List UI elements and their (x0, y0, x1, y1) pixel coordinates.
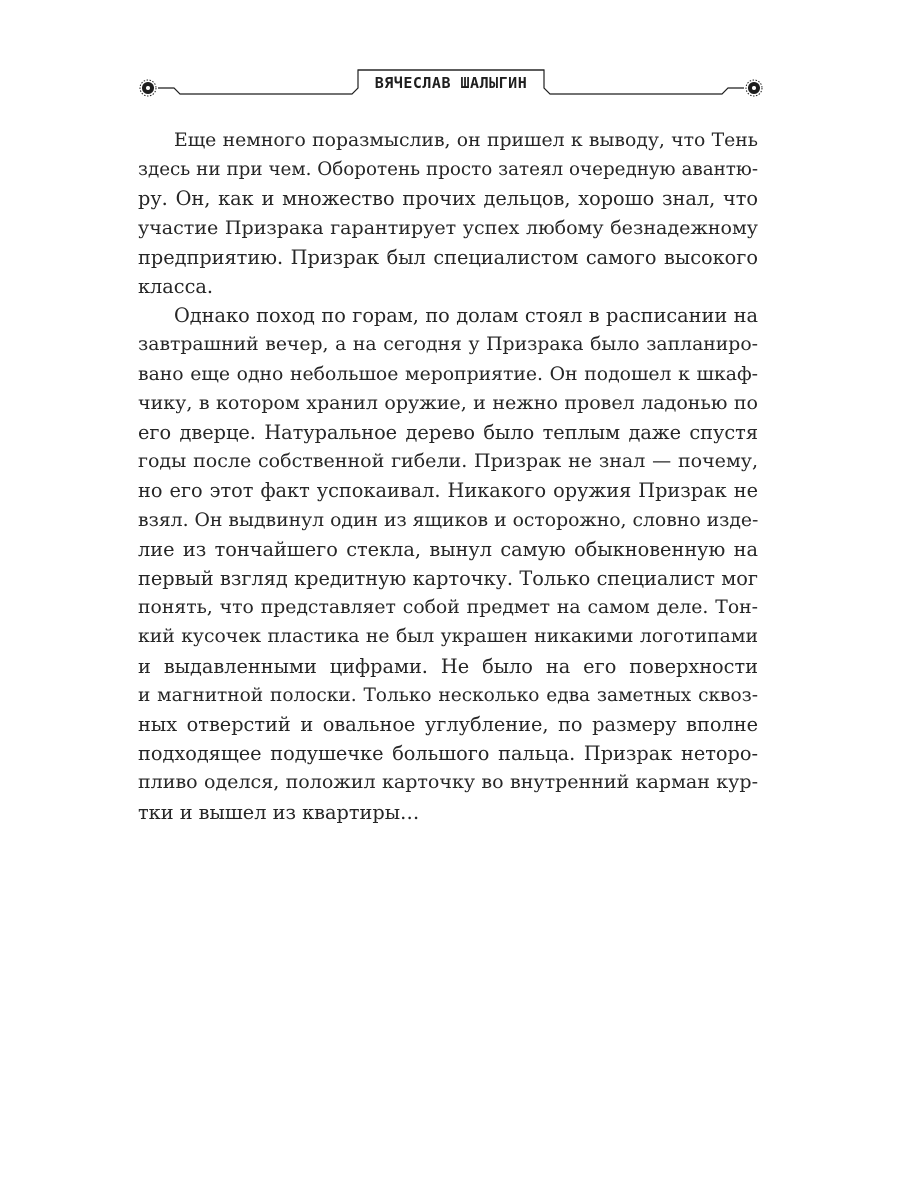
text-line: Однако поход по горам, по долам стоял в расписании на (174, 304, 758, 328)
text-line: кий кусочек пластика не был украшен никакими логотипами (138, 626, 758, 648)
text-line: взял. Он выдвинул один из ящиков и осторожно, словно изде- (138, 509, 759, 531)
text-line: Еще немного поразмыслив, он пришел к выводу, что Тень (174, 130, 758, 151)
text-line: но его этот факт успокаивал. Никакого оружия Призрак не (138, 479, 758, 503)
text-line: и выдавленными цифрами. Не было на его поверхности (138, 654, 758, 678)
text-line: чику, в котором хранил оружие, и нежно провел ладонью по (138, 391, 758, 414)
running-head-title: ВЯЧЕСЛАВ ШАЛЫГИН (374, 74, 528, 92)
text-line: понять, что представляет собой предмет на самом деле. Тон- (138, 597, 758, 619)
text-line: и магнитной полоски. Только несколько едва заметных сквоз- (138, 684, 758, 706)
paragraph-2 (138, 301, 758, 827)
text-line: вано еще одно небольшое мероприятие. Он подошел к шкаф- (138, 363, 758, 385)
text-line: пливо оделся, положил карточку во внутренний карман кур- (138, 771, 758, 794)
text-line: его дверце. Натуральное дерево было теплым даже спустя (138, 421, 758, 445)
text-line: здесь ни при чем. Оборотень просто затеял очередную авантю- (138, 159, 758, 181)
text-line: класса. (138, 275, 214, 299)
text-line: подходящее подушечке большого пальца. Призрак неторо- (138, 742, 758, 766)
text-line: ных отверстий и овальное углубление, по размеру вполне (138, 713, 758, 737)
text-line: тки и вышел из квартиры… (138, 800, 420, 824)
text-line: участие Призрака гарантирует успех любому безнадежному (138, 216, 758, 239)
body-text (138, 126, 758, 827)
text-line: предприятию. Призрак был специалистом самого высокого (138, 245, 758, 269)
text-line: первый взгляд кредитную карточку. Только специалист мог (138, 567, 758, 591)
text-line: лие из тончайшего стекла, вынул самую обыкновенную на (138, 537, 758, 561)
text-line: завтрашний вечер, а на сегодня у Призрака было запланиро- (138, 334, 758, 356)
running-header (138, 66, 764, 106)
text-line: годы после собственной гибели. Призрак не знал — почему, (138, 450, 758, 473)
text-line: ру. Он, как и множество прочих дельцов, хорошо знал, что (138, 187, 758, 211)
paragraph-1 (138, 126, 758, 301)
